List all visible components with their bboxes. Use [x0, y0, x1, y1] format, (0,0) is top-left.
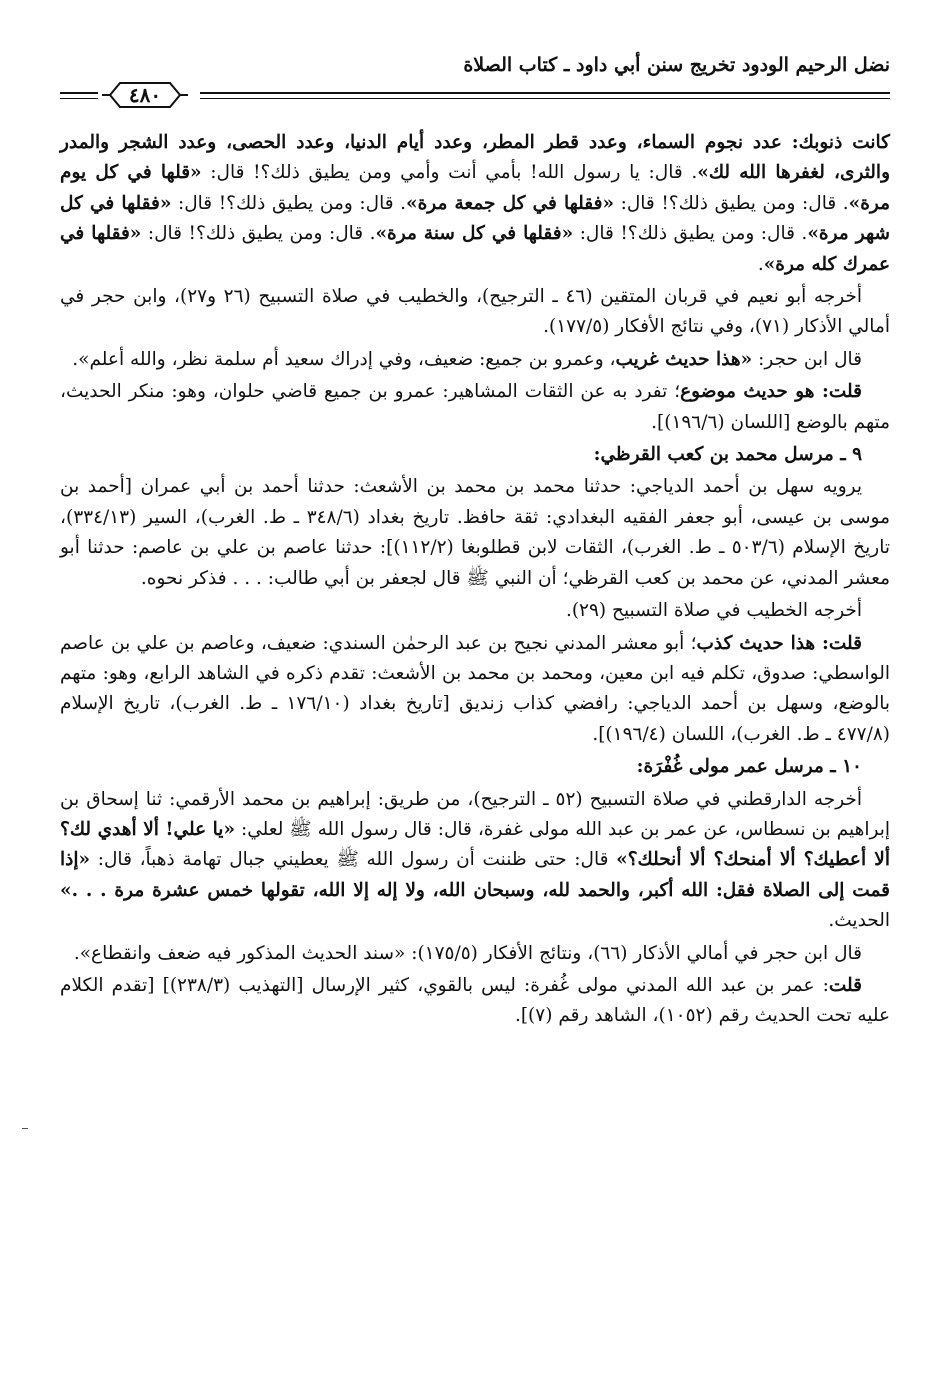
text-run: ؛ تفرد به عن الثقات المشاهير: عمرو بن جميع قاضي حلوان، وهو: منكر الحديث، متهم بالوضع [اللسان (١٩٦/٦)].: [60, 381, 890, 433]
emphasized-text: قلت: هذا حديث كذب: [696, 632, 862, 654]
margin-tick: [22, 1128, 28, 1129]
emphasized-text: «فقلها في عمرك كله مرة»: [60, 223, 890, 275]
running-title: نضل الرحيم الودود تخريج سنن أبي داود ـ كتاب الصلاة: [463, 54, 890, 76]
text-run: . قال: يا رسول الله! بأمي أنت وأمي ومن يطيق ذلك؟! قال:: [201, 162, 698, 184]
emphasized-text: «فقلها في كل جمعة مرة»: [406, 192, 615, 214]
text-run: : عمر بن عبد الله المدني مولى غُفرة: ليس بالقوي، كثير الإرسال [التهذيب (٢٣٨/٣)] [تقدم الكلام عليه تحت الحديث رقم (١٠٥٢)، الشاهد رقم (٧)].: [60, 974, 890, 1027]
body-paragraph: [60, 377, 890, 438]
emphasized-text: «إذا قمت إلى الصلاة فقل: الله أكبر، والحمد لله، وسبحان الله، ولا إله إلا الله، تقولها خمس عشرة مرة . . .»: [60, 849, 890, 901]
text-run: . قال: ومن يطيق ذلك؟! قال:: [141, 223, 376, 245]
text-run: قال ابن حجر:: [752, 348, 862, 370]
body-paragraph: [60, 596, 890, 626]
body-paragraph: [60, 785, 890, 937]
text-run: . قال: ومن يطيق ذلك؟! قال:: [614, 192, 849, 214]
emphasized-text: «قلها في كل يوم مرة»: [60, 162, 891, 214]
section-heading: [60, 440, 890, 470]
emphasized-text: كانت ذنوبك: عدد نجوم السماء، وعدد قطر المطر، وعدد أيام الدنيا، وعدد الحصى، وعدد الشجر والمدر والثرى، لغفرها الله لك»: [60, 132, 891, 184]
text-run: .: [757, 253, 764, 275]
text-run: قال ابن حجر في أمالي الأذكار (٦٦)، ونتائج الأفكار (١٧٥/٥): «سند الحديث المذكور فيه ضعف وانقطاع».: [73, 942, 862, 964]
page-number: ٤٨٠: [128, 83, 162, 107]
text-run: أخرجه الخطيب في صلاة التسبيح (٢٩).: [565, 600, 862, 622]
body-paragraph: [60, 971, 890, 1032]
page-body: [60, 128, 890, 1034]
emphasized-text: ١٠ ـ مرسل عمر مولى غُفْرَة:: [636, 756, 862, 778]
text-run: أخرجه أبو نعيم في قربان المتقين (٤٦ ـ الترجيح)، والخطيب في صلاة التسبيح (٢٦ و٢٧)، وابن حجر في أمالي الأذكار (٧١)، وفي نتائج الأفكار (١٧٧/٥).: [60, 286, 890, 338]
text-run: . قال: ومن يطيق ذلك؟! قال:: [171, 192, 407, 214]
emphasized-text: قلت: هو حديث موضوع: [680, 381, 862, 403]
text-run: أخرجه الدارقطني في صلاة التسبيح (٥٢ ـ الترجيح)، من طريق: إبراهيم بن محمد الأرقمي: ثنا إسحاق بن إبراهيم بن نسطاس، عن عمر بن عبد الله مولى غفرة، قال: قال رسول الله ﷺ لعلي:: [60, 788, 890, 840]
emphasized-text: «هذا حديث غريب: [615, 348, 753, 370]
body-paragraph: [60, 128, 890, 280]
header-rule-left-thin: [60, 98, 98, 99]
header-rule-right: [200, 92, 890, 94]
text-run: يرويه سهل بن أحمد الدياجي: حدثنا محمد بن محمد بن الأشعث: حدثنا أحمد بن أبي عمران [أحمد بن موسى بن عيسى، أبو جعفر الفقيه البغدادي: ثقة حافظ. تاريخ بغداد (٣٤٨/٦ ـ ط. الغرب)، السير (٣٣٤/١٣)، تاريخ الإسلام (٥٠٣/٦ ـ ط. الغرب)، الثقات لابن قطلوبغا (١١٢/٢)]: حدثنا عاصم بن علي بن عاصم: حدثنا أبو معشر المدني، عن محمد بن كعب القرظي؛ أن النبي ﷺ قال لجعفر بن أبي طالب: . . . فذكر نحوه.: [60, 476, 890, 589]
body-paragraph: [60, 939, 890, 969]
page-number-cartouche: [100, 80, 190, 110]
text-run: ؛ أبو معشر المدني نجيح بن عبد الرحمٰن السندي: ضعيف، وعاصم بن علي بن عاصم الواسطي: صدوق، تكلم فيه ابن معين، ومحمد بن محمد بن الأشعث: تقدم ذكره في الشاهد الرابع، وهو: متهم بالوضع، وسهل بن أحمد الدياجي: رافضي كذاب زنديق [تاريخ بغداد (١٧٦/١٠ ـ ط. الغرب)، تاريخ الإسلام (٤٧٧/٨ ـ ط. الغرب)، اللسان (١٩٦/٤)].: [60, 632, 890, 745]
emphasized-text: ٩ ـ مرسل محمد بن كعب القرظي:: [593, 444, 862, 466]
body-paragraph: [60, 629, 890, 751]
text-run: قال: حتى ظننت أن رسول الله ﷺ يعطيني جبال تهامة ذهباً، قال:: [90, 849, 617, 871]
emphasized-text: «فقلها في كل شهر مرة»: [60, 192, 890, 245]
emphasized-text: «فقلها في كل سنة مرة»: [375, 223, 574, 245]
body-paragraph: [60, 282, 890, 343]
header-rule-left: [60, 92, 98, 94]
section-heading: [60, 752, 890, 782]
text-run: الحديث.: [828, 910, 890, 932]
body-paragraph: [60, 345, 890, 375]
header-rule-right-thin: [200, 98, 890, 99]
emphasized-text: قلت: [828, 974, 862, 996]
text-run: ، وعمرو بن جميع: ضعيف، وفي إدراك سعيد أم سلمة نظر، والله أعلم».: [72, 348, 616, 370]
body-paragraph: [60, 472, 890, 594]
page-header: [60, 48, 890, 120]
emphasized-text: «يا علي! ألا أهدي لك؟ ألا أعطيك؟ ألا أمنحك؟ ألا أنحلك؟»: [60, 818, 890, 871]
text-run: . قال: ومن يطيق ذلك؟! قال:: [573, 223, 808, 245]
